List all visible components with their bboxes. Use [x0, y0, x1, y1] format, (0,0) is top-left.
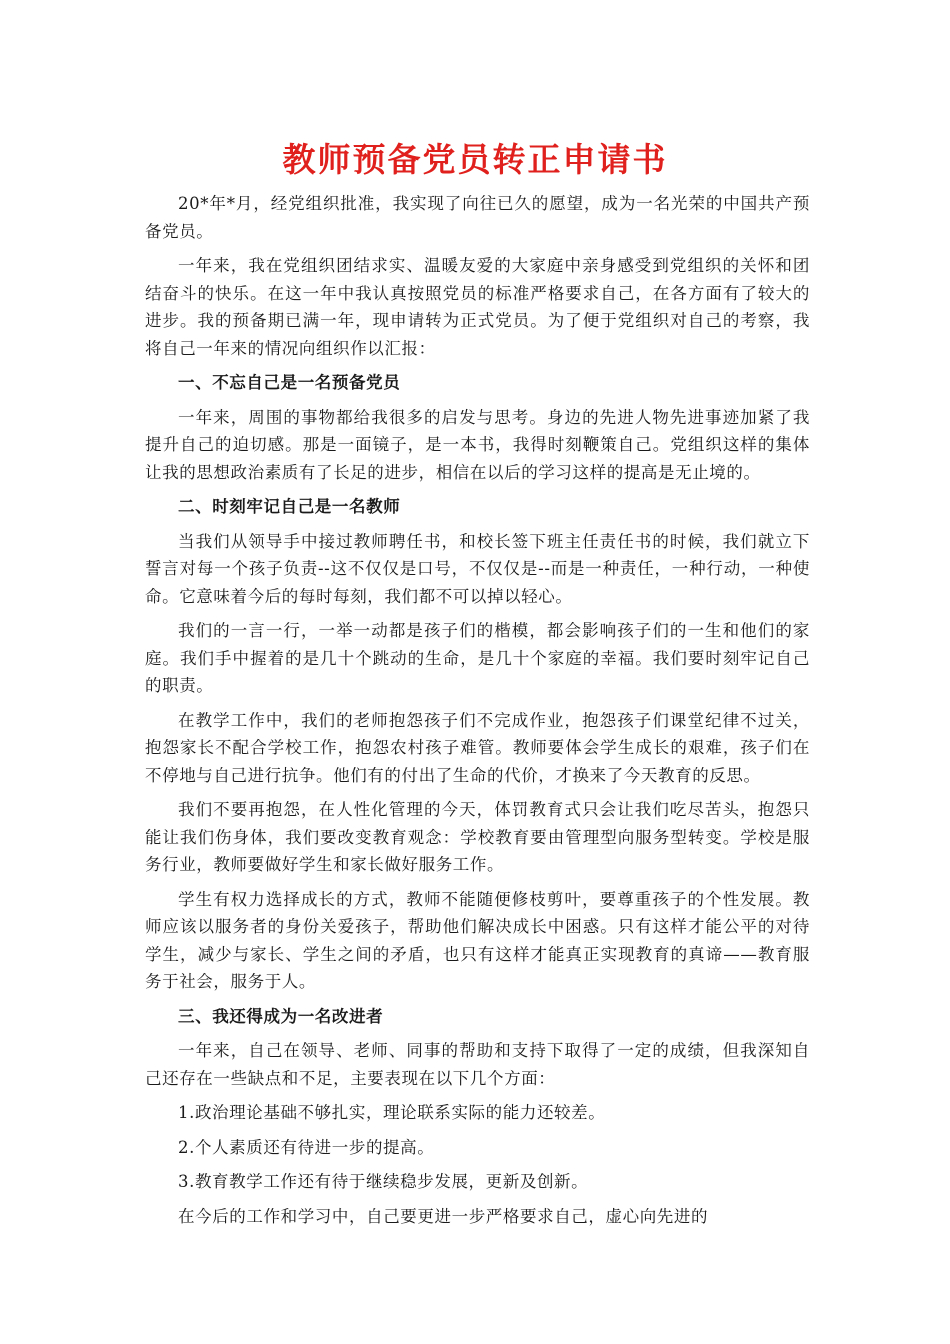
- intro-paragraph: 20*年*月，经党组织批准，我实现了向往已久的愿望，成为一名光荣的中国共产预备党员。: [145, 194, 810, 241]
- section-heading-1: 一、不忘自己是一名预备党员: [178, 373, 401, 392]
- document-title: 教师预备党员转正申请书: [282, 140, 668, 179]
- section-2-paragraph-1: 当我们从领导手中接过教师聘任书，和校长签下班主任责任书的时候，我们就立下誓言对每一个孩子负责--这不仅仅是口号，不仅仅是--而是一种责任，一种行动，一种使命。它意味着今后的每时每刻，我们都不可以掉以轻心。: [145, 531, 810, 606]
- intro-paragraph-2: 一年来，我在党组织团结求实、温暖友爱的大家庭中亲身感受到党组织的关怀和团结奋斗的快乐。在这一年中我认真按照党员的标准严格要求自己，在各方面有了较大的进步。我的预备期已满一年，现申请转为正式党员。为了便于党组织对自己的考察，我将自己一年来的情况向组织作以汇报：: [145, 256, 810, 358]
- list-item-1: 1.政治理论基础不够扎实，理论联系实际的能力还较差。: [178, 1103, 606, 1122]
- section-heading-2: 二、时刻牢记自己是一名教师: [178, 497, 401, 516]
- section-3-paragraph-1: 一年来，自己在领导、老师、同事的帮助和支持下取得了一定的成绩，但我深知自己还存在一些缺点和不足，主要表现在以下几个方面：: [145, 1041, 810, 1088]
- closing-paragraph: 在今后的工作和学习中，自己要更进一步严格要求自己，虚心向先进的: [178, 1206, 709, 1226]
- list-item-2: 2.个人素质还有待进一步的提高。: [178, 1137, 435, 1157]
- section-2-paragraph-3: 在教学工作中，我们的老师抱怨孩子们不完成作业，抱怨孩子们课堂纪律不过关，抱怨家长不配合学校工作，抱怨农村孩子难管。教师要体会学生成长的艰难，孩子们在不停地与自己进行抗争。他们有的付出了生命的代价，才换来了今天教育的反思。: [145, 710, 810, 785]
- document-body: [145, 190, 810, 1237]
- section-2-paragraph-2: 我们的一言一行，一举一动都是孩子们的楷模，都会影响孩子们的一生和他们的家庭。我们手中握着的是几十个跳动的生命，是几十个家庭的幸福。我们要时刻牢记自己的职责。: [145, 621, 810, 695]
- list-item-3: 3.教育教学工作还有待于继续稳步发展，更新及创新。: [178, 1172, 589, 1191]
- section-1-paragraph: 一年来，周围的事物都给我很多的启发与思考。身边的先进人物先进事迹加紧了我提升自己的迫切感。那是一面镜子，是一本书，我得时刻鞭策自己。党组织这样的集体让我的思想政治素质有了长足的进步，相信在以后的学习这样的提高是无止境的。: [145, 407, 810, 482]
- section-2-paragraph-4: 我们不要再抱怨，在人性化管理的今天，体罚教育式只会让我们吃尽苦头，抱怨只能让我们伤身体，我们要改变教育观念：学校教育要由管理型向服务型转变。学校是服务行业，教师要做好学生和家长做好服务工作。: [145, 800, 810, 874]
- section-heading-3: 三、我还得成为一名改进者: [178, 1006, 384, 1026]
- section-2-paragraph-5: 学生有权力选择成长的方式，教师不能随便修枝剪叶，要尊重孩子的个性发展。教师应该以服务者的身份关爱孩子，帮助他们解决成长中困惑。只有这样才能公平的对待学生，减少与家长、学生之间的矛盾，也只有这样才能真正实现教育的真谛——教育服务于社会，服务于人。: [145, 889, 810, 991]
